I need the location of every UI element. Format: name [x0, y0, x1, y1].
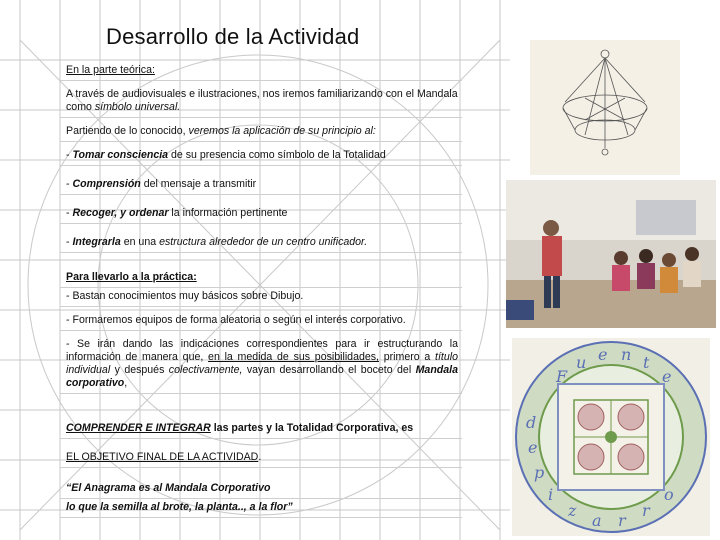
mandala-letter: e: [598, 345, 608, 364]
theory-intro-2-italic: veremos la aplicación de su principio al:: [188, 125, 376, 137]
workshop-photo: [506, 180, 716, 328]
theory-item-4: [60, 234, 462, 253]
mandala-letter: z: [568, 501, 577, 520]
theory-intro-1: [60, 86, 462, 118]
theory-heading-row: [60, 62, 462, 81]
mandala-letter: r: [618, 511, 626, 530]
mandala-letter: o: [664, 485, 674, 504]
practice-item-3-d: vayan desarrollando el boceto del: [242, 364, 416, 376]
item-bold: Tomar consciencia: [72, 149, 169, 161]
practice-item-3-c: y después: [110, 364, 169, 376]
practice-item-3-b: primero a: [379, 351, 436, 363]
practice-heading-row: [60, 269, 462, 288]
item-dash: -: [66, 236, 73, 248]
quote-text-1: “El Anagrama es al Mandala Corporativo: [66, 482, 271, 494]
practice-item-1-text: - Bastan conocimientos muy básicos sobre Dibujo.: [66, 290, 304, 302]
theory-intro-1-italic: símbolo universal.: [94, 101, 181, 113]
item-bold: Comprensión: [72, 178, 141, 190]
item-rest: del mensaje a transmitir: [140, 178, 257, 190]
quote-text-2: lo que la semilla al brote, la planta.., a la flor”: [66, 501, 293, 513]
item-dash: -: [66, 207, 73, 219]
mandala-letter: i: [548, 485, 554, 504]
theory-item-3: [60, 205, 462, 224]
theory-intro-2: [60, 123, 462, 142]
practice-item-2-text: - Formaremos equipos de forma aleatoria o según el interés corporativo.: [66, 314, 406, 326]
item-dash: -: [66, 149, 73, 161]
mandala-letter: t: [643, 353, 650, 372]
mandala-letter: u: [576, 353, 587, 372]
mandala-letter: p: [534, 463, 545, 482]
theory-item-2: [60, 176, 462, 195]
item-rest: en una: [120, 236, 160, 248]
geometric-sketch-image: [530, 40, 680, 175]
page-title: Desarrollo de la Actividad: [106, 24, 360, 49]
theory-heading: En la parte teórica:: [66, 64, 155, 76]
theory-item-1: [60, 147, 462, 166]
practice-item-3-u: en la medida de sus posibilidades,: [208, 351, 379, 363]
practice-item-3: [60, 336, 462, 394]
practice-item-2: [60, 312, 462, 331]
item-italic: estructura alrededor de un centro unificador.: [159, 236, 368, 248]
mandala-letter: F: [556, 367, 568, 386]
mandala-letter: d: [526, 413, 537, 432]
mandala-image: [512, 338, 710, 536]
objective-final: EL OBJETIVO FINAL DE LA ACTIVIDAD: [66, 451, 259, 463]
practice-item-3-i2: colectivamente,: [168, 364, 243, 376]
objective-line-2: [60, 449, 462, 468]
item-dash: -: [66, 178, 73, 190]
mandala-letter: e: [662, 367, 672, 386]
content-panel: [60, 62, 462, 518]
quote-line-1: [60, 480, 462, 499]
practice-item-3-e: ,: [124, 377, 128, 389]
quote-line-2: [60, 499, 462, 518]
mandala-letter: e: [528, 438, 538, 457]
objective-emphasis: COMPRENDER E INTEGRAR: [66, 422, 211, 434]
item-rest: la información pertinente: [168, 207, 288, 219]
objective-rest: las partes y la Totalidad Corporativa, es: [210, 422, 414, 434]
item-rest: de su presencia como símbolo de la Totalidad: [168, 149, 386, 161]
mandala-letter: a: [592, 511, 602, 530]
objective-final-dot: .: [258, 451, 262, 463]
objective-line-1: [60, 420, 462, 439]
theory-intro-2-text: Partiendo de lo conocido,: [66, 125, 189, 137]
item-bold: Recoger, y ordenar: [72, 207, 169, 219]
mandala-letter: r: [642, 501, 650, 520]
theory-intro-1-text: A través de audiovisuales e ilustraciones, nos iremos familiarizando con el Mandala como: [66, 88, 458, 113]
practice-item-3-i1: título individual: [66, 351, 458, 376]
item-bold: Integrarla: [72, 236, 121, 248]
practice-item-1: [60, 288, 462, 307]
practice-item-3-a: - Se irán dando las indicaciones correspondientes para ir estructurando la información de manera que,: [66, 338, 458, 363]
practice-item-3-bi: Mandala corporativo: [66, 364, 458, 389]
mandala-letter: n: [621, 345, 632, 364]
practice-heading: Para llevarlo a la práctica:: [66, 271, 197, 283]
